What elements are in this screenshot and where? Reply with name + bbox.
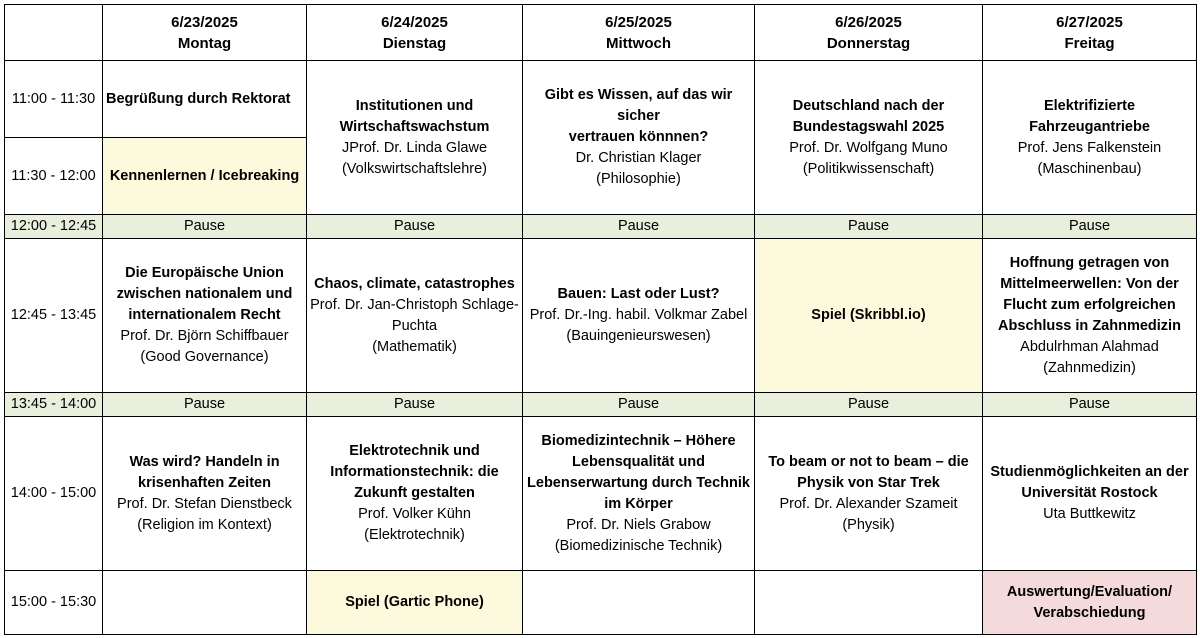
session-title-line: Physik von Star Trek xyxy=(797,474,940,491)
session-title-line: Universität Rostock xyxy=(1021,485,1158,501)
session-title-line: Informationstechnik: die xyxy=(330,464,499,480)
session-cell-tue-1 xyxy=(307,61,523,215)
time-cell: 12:00 - 12:45 xyxy=(5,215,103,239)
session-field: (Religion im Kontext) xyxy=(137,516,272,533)
session-title: Kennenlernen / Icebreaking xyxy=(109,167,300,184)
pause-cell: Pause xyxy=(755,393,983,417)
session-field: (Physik) xyxy=(842,516,895,533)
day-date: 6/25/2025 xyxy=(605,13,672,31)
session-field: (Maschinenbau) xyxy=(1037,160,1142,177)
session-cell-fri-1 xyxy=(983,61,1197,215)
slot-row-1 xyxy=(5,61,1197,138)
session-cell-tue-4 xyxy=(307,417,523,571)
day-header-thursday xyxy=(755,5,983,61)
session-cell-thu-3 xyxy=(755,239,983,393)
time-cell: 13:45 - 14:00 xyxy=(5,393,103,417)
session-title-line: Abschluss in Zahnmedizin xyxy=(998,317,1181,334)
session-field: (Bauingenieurswesen) xyxy=(566,328,711,344)
session-title: Spiel (Skribbl.io) xyxy=(811,307,926,323)
session-speaker: Prof. Volker Kühn xyxy=(358,506,471,522)
session-cell-mon-2 xyxy=(103,138,307,215)
pause-cell: Pause xyxy=(103,393,307,417)
session-speaker: Prof. Dr. Stefan Dienstbeck xyxy=(117,495,292,512)
session-cell-fri-3 xyxy=(983,239,1197,393)
session-speaker-line: Prof. Dr. Jan-Christoph Schlage- xyxy=(310,296,519,313)
corner-cell xyxy=(5,5,103,61)
session-speaker: Prof. Dr. Björn Schiffbauer xyxy=(120,328,289,344)
session-title-line: Mittelmeerwellen: Von der xyxy=(1000,275,1179,292)
session-speaker: Prof. Jens Falkenstein xyxy=(1017,139,1162,156)
session-cell-thu-1 xyxy=(755,61,983,215)
session-cell-mon-4 xyxy=(103,417,307,571)
session-title-line: Lebensqualität und xyxy=(572,453,705,470)
session-title-line: Gibt es Wissen, auf das wir sicher xyxy=(544,87,733,124)
day-date: 6/27/2025 xyxy=(1056,13,1123,31)
pause-row-2 xyxy=(5,393,1197,417)
session-field: (Elektrotechnik) xyxy=(364,527,465,543)
pause-row-1 xyxy=(5,215,1197,239)
time-cell: 12:45 - 13:45 xyxy=(5,239,103,393)
slot-row-4 xyxy=(5,417,1197,571)
day-header-tuesday xyxy=(307,5,523,61)
time-cell: 14:00 - 15:00 xyxy=(5,417,103,571)
session-title-line: Verabschiedung xyxy=(1033,604,1146,621)
session-cell-tue-5 xyxy=(307,571,523,635)
time-cell: 11:30 - 12:00 xyxy=(5,138,103,215)
session-speaker: Prof. Dr.-Ing. habil. Volkmar Zabel xyxy=(529,307,748,323)
day-date: 6/26/2025 xyxy=(835,13,902,31)
session-speaker: Prof. Dr. Niels Grabow xyxy=(566,516,711,533)
session-cell-wed-1 xyxy=(523,61,755,215)
session-speaker-line: Puchta xyxy=(391,317,438,334)
session-title: Bauen: Last oder Lust? xyxy=(557,286,720,302)
session-title: Spiel (Gartic Phone) xyxy=(345,594,484,610)
session-title-line: zwischen nationalem und xyxy=(116,286,293,302)
session-title-line: vertrauen könnnen? xyxy=(568,129,709,145)
session-cell-mon-1 xyxy=(103,61,307,138)
session-title-line: To beam or not to beam – die xyxy=(768,453,969,470)
day-date: 6/24/2025 xyxy=(381,13,448,31)
day-name: Mittwoch xyxy=(606,34,671,52)
day-date: 6/23/2025 xyxy=(171,13,238,31)
session-field: (Politikwissenschaft) xyxy=(802,160,935,177)
pause-cell: Pause xyxy=(983,215,1197,239)
session-title-line: Deutschland nach der xyxy=(792,97,945,114)
session-cell-mon-5 xyxy=(103,571,307,635)
session-title-line: krisenhaften Zeiten xyxy=(138,474,271,491)
session-title-line: Was wird? Handeln in xyxy=(129,453,280,470)
session-title-line: Biomedizintechnik – Höhere xyxy=(541,432,736,449)
pause-cell: Pause xyxy=(103,215,307,239)
session-cell-thu-5 xyxy=(755,571,983,635)
day-name: Dienstag xyxy=(382,34,447,52)
schedule-table xyxy=(4,4,1197,635)
day-header-wednesday xyxy=(523,5,755,61)
session-cell-wed-5 xyxy=(523,571,755,635)
slot-row-5 xyxy=(5,571,1197,635)
pause-cell: Pause xyxy=(307,393,523,417)
time-cell: 11:00 - 11:30 xyxy=(5,61,103,138)
session-speaker: Dr. Christian Klager xyxy=(575,150,702,166)
session-speaker: Uta Buttkewitz xyxy=(1043,506,1136,522)
day-name: Donnerstag xyxy=(826,34,911,52)
session-title: Chaos, climate, catastrophes xyxy=(314,275,515,292)
session-cell-mon-3 xyxy=(103,239,307,393)
session-title-line: Studienmöglichkeiten an der xyxy=(990,464,1189,480)
time-cell: 15:00 - 15:30 xyxy=(5,571,103,635)
day-header-friday xyxy=(983,5,1197,61)
session-field: (Good Governance) xyxy=(140,349,269,365)
session-field: (Zahnmedizin) xyxy=(1043,359,1136,376)
pause-cell: Pause xyxy=(307,215,523,239)
session-cell-fri-5 xyxy=(983,571,1197,635)
session-title-line: Auswertung/Evaluation/ xyxy=(1006,583,1173,600)
session-title-line: Institutionen und xyxy=(355,97,474,114)
session-cell-tue-3 xyxy=(307,239,523,393)
session-title-line: im Körper xyxy=(604,495,673,512)
session-speaker: Prof. Dr. Wolfgang Muno xyxy=(789,139,948,156)
session-title-line: Flucht zum erfolgreichen xyxy=(1003,296,1176,313)
session-field: (Philosophie) xyxy=(596,171,681,187)
session-title-line: Lebenserwartung durch Technik xyxy=(527,474,750,491)
session-cell-wed-3 xyxy=(523,239,755,393)
session-title: Begrüßung durch Rektorat xyxy=(106,90,291,107)
session-speaker: Prof. Dr. Alexander Szameit xyxy=(779,495,958,512)
day-name: Freitag xyxy=(1064,34,1115,52)
header-row xyxy=(5,5,1197,61)
session-title-line: Elektrotechnik und xyxy=(349,443,480,459)
pause-cell: Pause xyxy=(523,393,755,417)
session-cell-thu-4 xyxy=(755,417,983,571)
session-field: (Mathematik) xyxy=(372,338,457,355)
session-title-line: Die Europäische Union xyxy=(125,265,284,281)
session-cell-wed-4 xyxy=(523,417,755,571)
session-field: (Volkswirtschaftslehre) xyxy=(341,160,488,177)
session-field: (Biomedizinische Technik) xyxy=(554,537,723,554)
session-title-line: Wirtschaftswachstum xyxy=(339,118,490,135)
session-cell-fri-4 xyxy=(983,417,1197,571)
day-header-monday xyxy=(103,5,307,61)
pause-cell: Pause xyxy=(983,393,1197,417)
session-title-line: Hoffnung getragen von xyxy=(1009,254,1170,271)
session-title-line: internationalem Recht xyxy=(128,307,281,323)
session-title-line: Zukunft gestalten xyxy=(354,485,475,501)
session-speaker: JProf. Dr. Linda Glawe xyxy=(341,139,488,156)
session-title-line: Bundestagswahl 2025 xyxy=(792,118,945,135)
slot-row-3 xyxy=(5,239,1197,393)
session-speaker: Abdulrhman Alahmad xyxy=(1020,338,1159,355)
session-title: Elektrifizierte Fahrzeugantriebe xyxy=(1029,97,1150,135)
pause-cell: Pause xyxy=(523,215,755,239)
pause-cell: Pause xyxy=(755,215,983,239)
day-name: Montag xyxy=(177,34,232,52)
